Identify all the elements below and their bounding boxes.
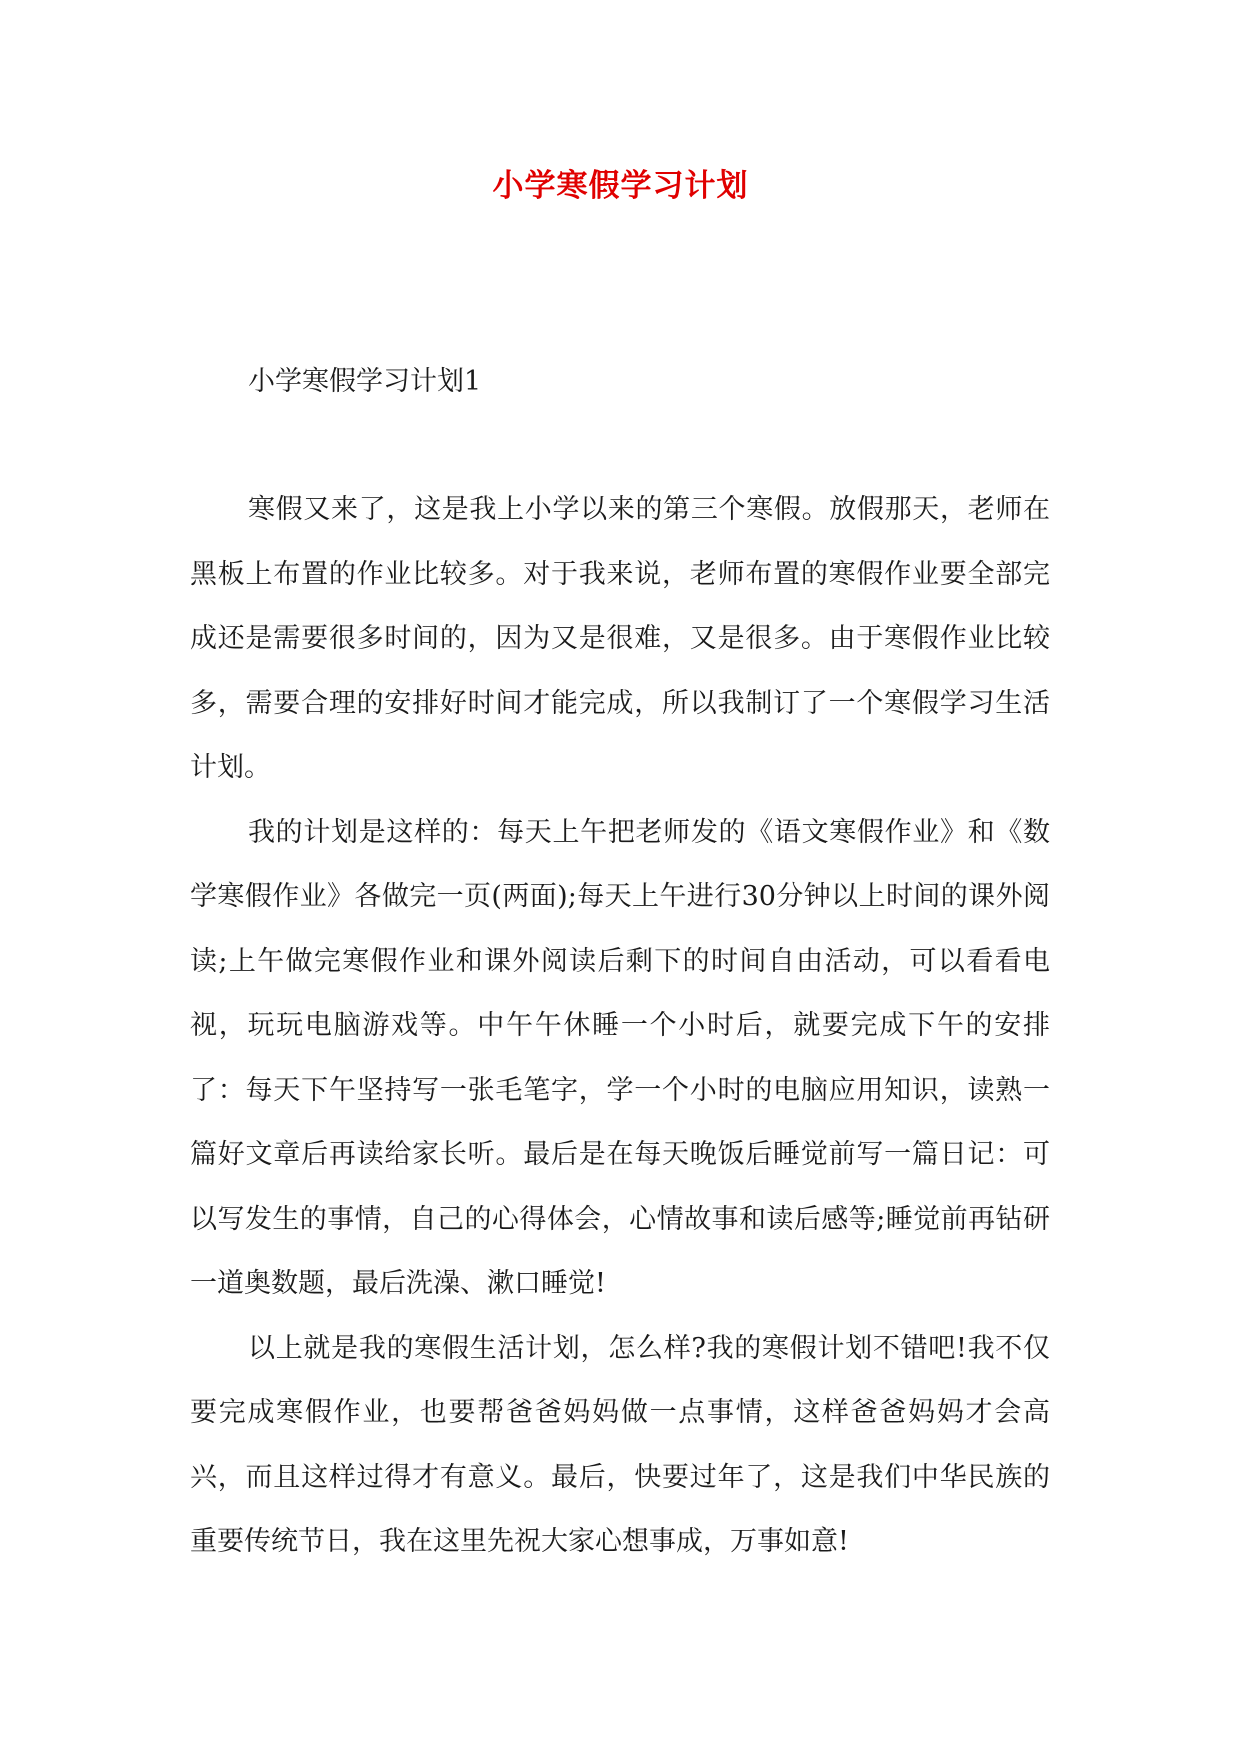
paragraph: 我的计划是这样的：每天上午把老师发的《语文寒假作业》和《数学寒假作业》各做完一页(两面);每天上午进行30分钟以上时间的课外阅读;上午做完寒假作业和课外阅读后剩下的时间自由活动，可以看看电视，玩玩电脑游戏等。中午午休睡一个小时后，就要完成下午的安排了：每天下午坚持写一张毛笔字，学一个小时的电脑应用知识，读熟一篇好文章后再读给家长听。最后是在每天晚饭后睡觉前写一篇日记：可以写发生的事情，自己的心得体会，心情故事和读后感等;睡觉前再钻研一道奥数题，最后洗澡、漱口睡觉! bbox=[190, 816, 1050, 1299]
body-text bbox=[190, 478, 1050, 1575]
section-heading: 小学寒假学习计划1 bbox=[248, 366, 482, 397]
document-title: 小学寒假学习计划 bbox=[492, 168, 749, 204]
paragraph: 寒假又来了，这是我上小学以来的第三个寒假。放假那天，老师在黑板上布置的作业比较多。对于我来说，老师布置的寒假作业要全部完成还是需要很多时间的，因为又是很难，又是很多。由于寒假作业比较多，需要合理的安排好时间才能完成，所以我制订了一个寒假学习生活计划。 bbox=[190, 494, 1050, 783]
paragraph: 以上就是我的寒假生活计划，怎么样?我的寒假计划不错吧!我不仅要完成寒假作业，也要帮爸爸妈妈做一点事情，这样爸爸妈妈才会高兴，而且这样过得才有意义。最后，快要过年了，这是我们中华民族的重要传统节日，我在这里先祝大家心想事成，万事如意! bbox=[190, 1332, 1050, 1557]
